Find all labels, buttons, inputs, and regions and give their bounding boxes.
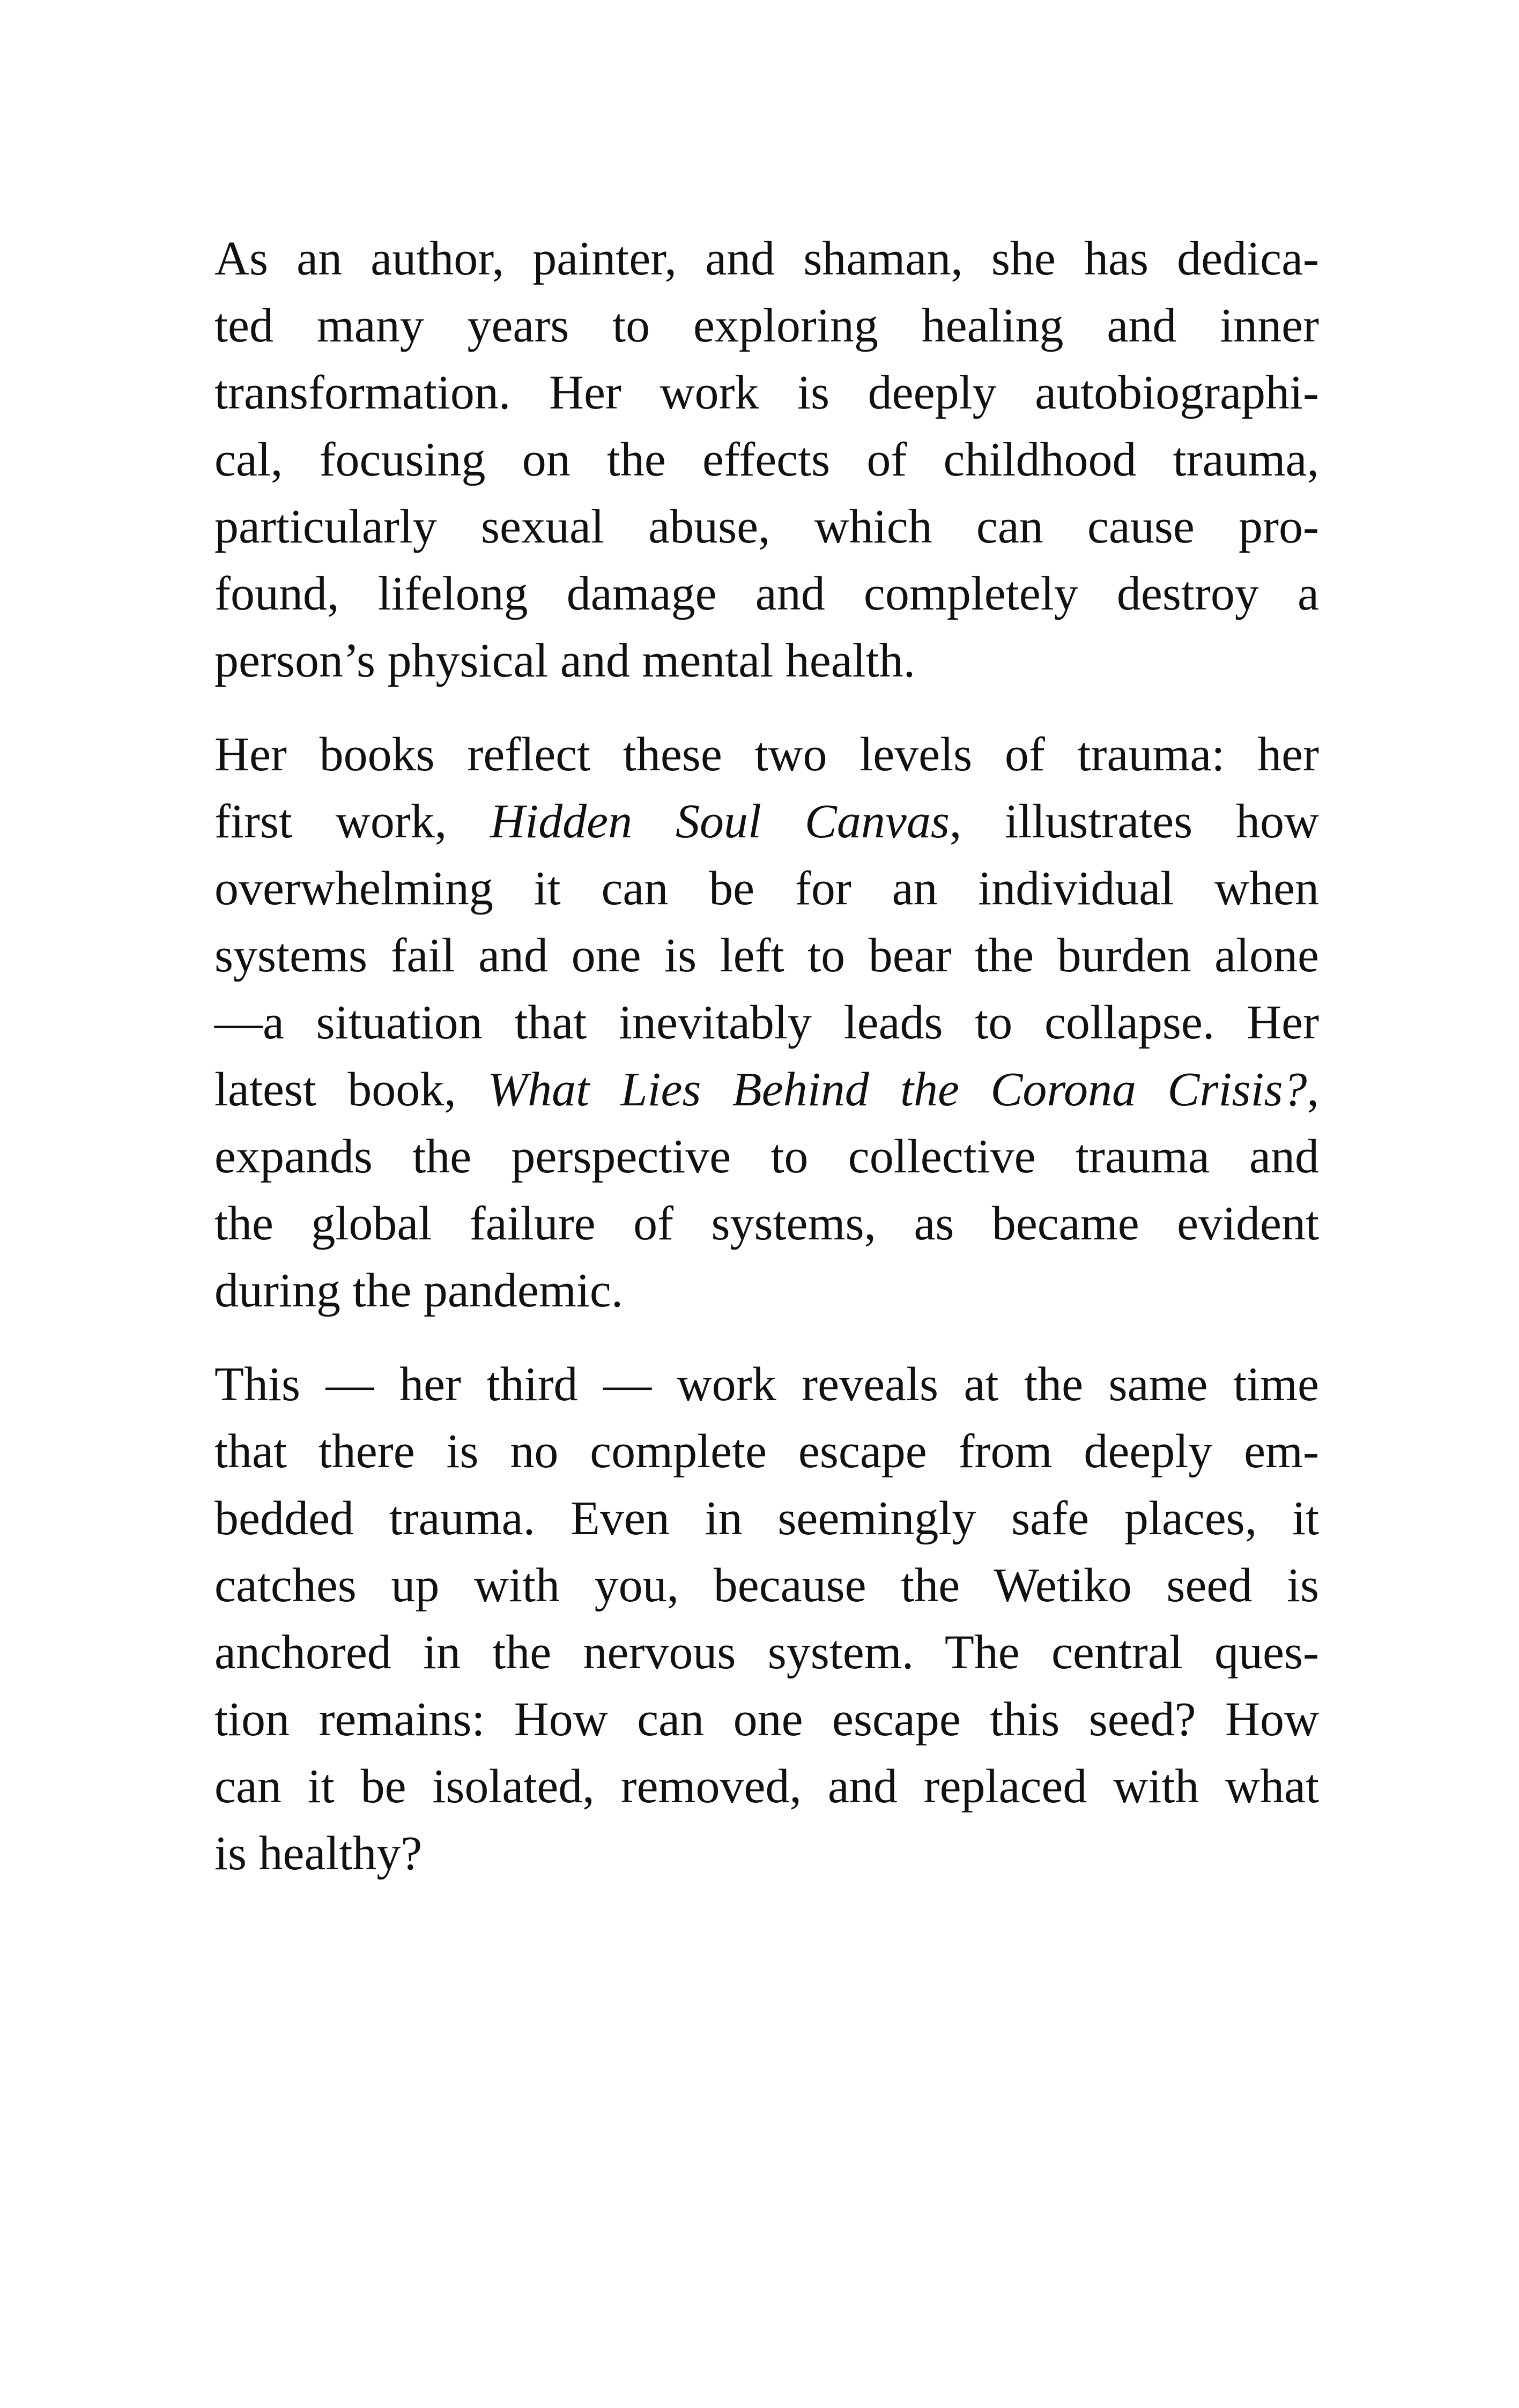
text-line: overwhelming it can be for an individual when — [214, 862, 1319, 915]
paragraph-1 — [214, 225, 1319, 694]
text-line: anchored in the nervous system. The central ques- — [214, 1626, 1319, 1679]
text-segment: first work, — [214, 795, 491, 848]
text-line: that there is no complete escape from deeply em- — [214, 1425, 1319, 1478]
text-line: during the pandemic. — [214, 1264, 624, 1317]
text-line: systems fail and one is left to bear the burden alone — [214, 929, 1319, 982]
text-line: bedded trauma. Even in seemingly safe places, it — [214, 1492, 1319, 1545]
text-line: This — her third — work reveals at the same time — [214, 1358, 1319, 1411]
paragraph-2 — [214, 721, 1319, 1324]
text-line — [214, 1056, 1319, 1123]
text-line: can it be isolated, removed, and replaced with what — [214, 1760, 1319, 1813]
text-line: ted many years to exploring healing and inner — [214, 299, 1319, 352]
text-line: found, lifelong damage and completely destroy a — [214, 567, 1319, 620]
text-line: person’s physical and mental health. — [214, 634, 916, 687]
body-text — [214, 225, 1319, 1887]
text-segment: , illustrates how — [949, 795, 1319, 848]
text-line: particularly sexual abuse, which can cause pro- — [214, 500, 1319, 553]
text-line: As an author, painter, and shaman, she has dedica- — [214, 232, 1319, 285]
text-line: —a situation that inevitably leads to collapse. Her — [214, 996, 1319, 1049]
text-line: the global failure of systems, as became evident — [214, 1197, 1319, 1250]
text-segment: latest book, — [214, 1063, 488, 1116]
text-line: catches up with you, because the Wetiko seed is — [214, 1559, 1319, 1612]
text-segment: , — [1307, 1063, 1319, 1116]
text-line: expands the perspective to collective trauma and — [214, 1130, 1319, 1183]
text-line: Her books reflect these two levels of trauma: her — [214, 728, 1319, 781]
book-title: What Lies Behind the Corona Crisis? — [487, 1063, 1307, 1116]
paragraph-3 — [214, 1351, 1319, 1887]
text-line: transformation. Her work is deeply autobiographi- — [214, 366, 1319, 419]
text-line: cal, focusing on the effects of childhood trauma, — [214, 433, 1319, 486]
book-title: Hidden Soul Canvas — [490, 795, 950, 848]
text-line: is healthy? — [214, 1827, 423, 1880]
text-line — [214, 788, 1319, 855]
text-line: tion remains: How can one escape this seed? How — [214, 1693, 1319, 1746]
